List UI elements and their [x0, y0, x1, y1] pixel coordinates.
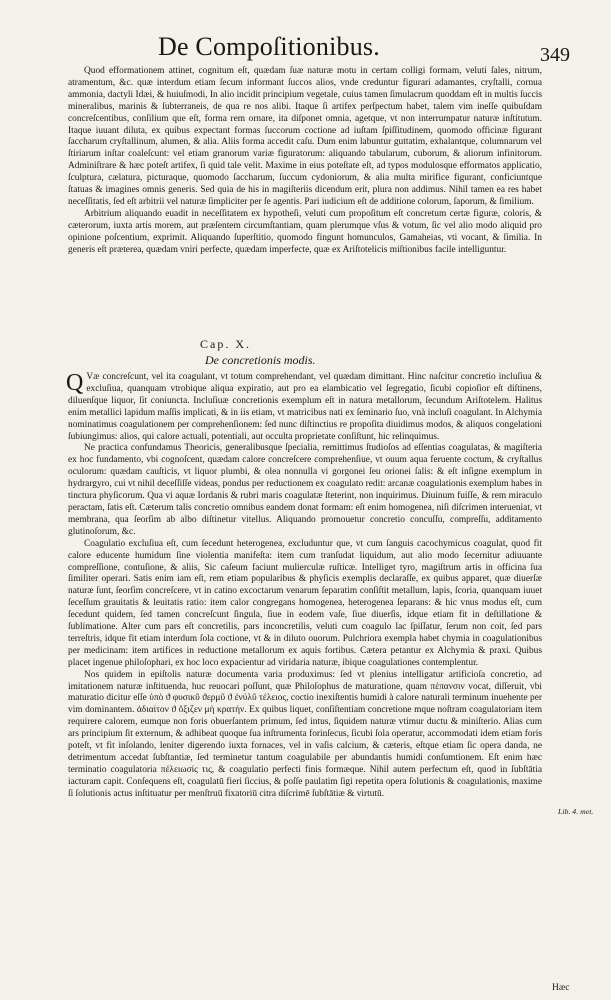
catchword: Hæc	[552, 983, 570, 993]
running-title: De Compoſitionibus.	[158, 32, 380, 61]
paragraph-epistolis: Nos quidem in epiſtolis naturæ documenta varia produximus: ſed vt plenius intelligatur artificioſa concretio, ad imitationem naturæ inſtituenda, huc reuocari poſſunt, quæ Philoſophus de maturatione, quam πέπανσιν vocat, diſſeruit, vbi maturatio dicitur eſſe ὑπὸ ϑ φυσικῦ ϑερμῦ ϑ ἐνύλῦ τέλειος, coctio inexiſtentis humidi à calore naturali terminum inuehente per vim dominantem. ἀδιαίτον ϑ ὄξιζεν μὴ κρατήν. Ex quibus liquet, conſiſtentiam concretione mque noſtram coagulatoriam item requirere calorem, eumque non foris obuerſantem primum, ſed intus, ſiquidem naturæ vtimur ductu & miniſterio. Alias cum ars principium ſit externum, & adhibeat quoque ſua inſtrumenta forinſecus, ſicubi ſola operatur, accommodati idem etiam foris poteſt, vt fit inſolando, leniter digerendo iuxta fornaces, vel in vaſis calcium, & cæteris, eſtque etiam ſic opera danda, ne detrimentum accedat ſubſtantiæ, ſed terminetur tantum coagulabile per abundantis humidi conſumtionem. Eſt enim hæc terminatio coagulatoria πέλειωσίς τις, & coagulatio perfecti finis formæque. Nihil autem perfectum eſt, quod in ſubſtātia iacturam capit. Conſequens eſt, coagulatū fieri ſiccius, & poſſe paulatim ſigi repetita opera ſolutionis & coagulationis, maxime ſi ſolutionis actus inſtituatur per menſtruū fixatoriū citra diſcrimē ſubſtātiæ & virtutū.	[68, 669, 542, 799]
paragraph-practica: Ne practica confundamus Theoricis, generalibusque ſpecialia, remittimus ſtudioſos ad eſſentias coagulatas, & magiſteria ex hoc fundamento, vbi cognoſcent, quædam calore concreſcere comprehenſiue, vt ouum aqua feruente coctum, & cryſtallus oculorum: quædam cauſticis, vt liquor plumbi, & olea nonnulla vi gorgonei ſeu orionei ſalis: & eſt inſigne exemplum in hydrargyro, cui vt nihil deceſſiſſe videas, pondus per reductionem ex coagulato redit: arcanæ coagulationis exemplum habes in tinctura phyſicorum. Qua vi aquæ Iordanis & rubri maris coagulatæ ſteterint, non inquirimus. Diuinum fuiſſe, & rem miraculo peractam, ſatis eſt. Cæterum talis concretio omnibus eandem donat formam: eſt enim homogenea, niſi diſcrimen interueniat, vt membrana, qua ſeorſim ab albo diſtinetur vitellus. Aliquando promouetur concretio concuſſu, compreſſu, additamento glutinoſorum, &c.	[68, 443, 542, 537]
paragraph-coagulatio-exclusiua: Coagulatio excluſiua eſt, cum ſecedunt heterogenea, excluduntur que, vt cum ſanguis cacochymicus coagulat, quod fit calore educente humidum ſine violentia manifeſta: item cum tranſudat liquidum, aut alio modo ſecernitur adiuuante compreſſione, contuſione, & aliis, Sic caſeum faciunt mulierculæ ruſticæ. Intelliget tyro, magiſtrum artis in officina ſua ſimiliter operari. Satis enim iam eſt, rem etiam popularibus & phyſicis exemplis declaraſſe, ex quibus apparet, quæ diuerſæ naturæ ſunt, ſeorſim concreſcere, vt in catino excoctarum venarum ſeparatim conſiſtit metallum, lapis, ſcoria, quanquam iuuet ſeceſſum grauitatis & leuitatis ratio: item calor congregans homogenea, heterogenea ſeparans: & hic vnus modus eſt, cum ſecedunt quidem, ſed tamen concreſcunt ſingula, ſiue in eodem vaſe, ſiue diuerſis, idque etiam fit in deſtillatione & ſublimatione. Alter cum pars eſt concretilis, pars inconcretilis, veluti cum coagulo lac ſpiſſatur, ſerum non coit, ſed pars terreſtris, idque fit etiam interdum ſola coctione, vt & in diluto ouorum. Pulchriora exempla habet chymia in coagulationibus per medicinam: item artifices in reductione metallorum ex aquis fortibus. Cætera petantur ex Alchymia & praxi. Quibus placet ingenue philoſophari, ex hoc loco expacientur ad viridaria naturæ, ibique coagulationes contemplentur.	[68, 538, 542, 668]
text-block-1	[68, 66, 542, 257]
marginal-note: Lib. 4. met.	[558, 807, 594, 816]
text-block-2	[68, 372, 542, 801]
paragraph-concretion-text: Væ concreſcunt, vel ita coagulant, vt totum comprehendant, vel quædam dimittant. Hinc naſcitur concretio incluſiua & excluſiua, quanquam vtrobique aliqua expiratio, aut pro ea elambicatio vel ſegregatio, ſicubi copioſior eſt diſtinens, diluenſque liquor, ſit coniuncta. Incluſiuæ concretionis exemplum eſt in natura metallorum, ſecundum Ariſtotelem. Halitus enim metallici lapidum maſſis implicati, & in iis etiam, vt matricibus nati ex ſeminario ſuo, vnà incluſi coagulant. In Alchymia nominatimus coagulationem per comprehenſionem: ſed nunc diſtinctius re propoſita diuidimus modos, & aliquos congelationi ſubiungimus: alios, qui calore actuali, potentiali, aut occulta proprietate conſiſtunt, hic relinquimus.	[68, 372, 542, 442]
drop-capital: Q	[66, 370, 84, 396]
chapter-subtitle: De concretionis modis.	[205, 353, 316, 367]
paragraph-concretion-types	[68, 372, 542, 443]
paragraph-arbitrium: Arbitrium aliquando euadit in neceſſitatem ex hypotheſi, veluti cum propoſitum eſt concretum certæ figuræ, coloris, & cæterorum, iuxta artis morem, aut præſentem circumſtantiam, quam plerumque vſus & votum, ſic vel alio modo aliquid pro opinione poſcentium, exprimit. Aliquando ſuperſtitio, quomodo fingunt homunculos, Gamaheias, vti vocant, & ſimilia. In generis eſt præterea, quædam vniri perfecte, quædam imperfecte, quæ ex Ariſtotelicis miſtionibus facile intelliguntur.	[68, 208, 542, 255]
page-header	[0, 30, 611, 70]
page-number: 349	[540, 44, 570, 66]
paragraph-efformation: Quod efformationem attinet, cognitum eſt, quædam ſuæ naturæ motu in certam colligi formam, veluti ſales, nitrum, atramentum, &c. quæ interdum etiam ſecum informant ſuccos alios, vnde creduntur figurari adamantes, cryſtalli, cornua ammonia, dactyli Idæi, & huiuſmodi, In alio incidit principium vegetale, cuius tamen ſimulacrum quoddam eſt in multis ſuccis mineralibus, marinis & ſubterraneis, de qua re nos alibi. Itaque ſi artifex perſpectum habet, talem vim ineſſe quibuſdam concreſcentibus, conſilium que eſt, forma rem ornare, ita diſponet omnia, agetque, vt non interrumpatur naturæ inſtitutum. Itaque iuuant diluta, ex quibus expectant formas ſuccorum coctione ad iuſtam ſpiſſitudinem, quomodo officinæ figurant ſaccharum cryſtallinum, alumen, & alia. Aliis forma accedit caſu. Dum enim labuntur guttatim, exhalantque, columnarum vel ſtiriarum inſtar coaleſcunt: vel etiam granorum variæ figuratorum: aliquando tabularum, cuborum, & aliorum infinitorum. Adminiſtrare & hæc poteſt artifex, ſi quid tale velit. Maxime in eius poteſtate eſt, ad typos modulosque efformatos applicatio, ſculptura, cælatura, picturaque, quomodo ſaccharum, ſuccum cydoniorum, & alia multa mirifice figurant, conficiuntque ſtatuas & imagines omnis generis. Sed quia de his in magiſteriis dicendum erit, plura non addimus. Nihil tamen ea res habet neceſſitatis, ſed eſt arbitrii vel naturæ ſimpliciter per ſe agentis. Pari iudicium eſt de additione colorum, ſaporum, & ſimilium.	[68, 66, 542, 207]
chapter-heading: Cap. X.	[200, 337, 251, 351]
